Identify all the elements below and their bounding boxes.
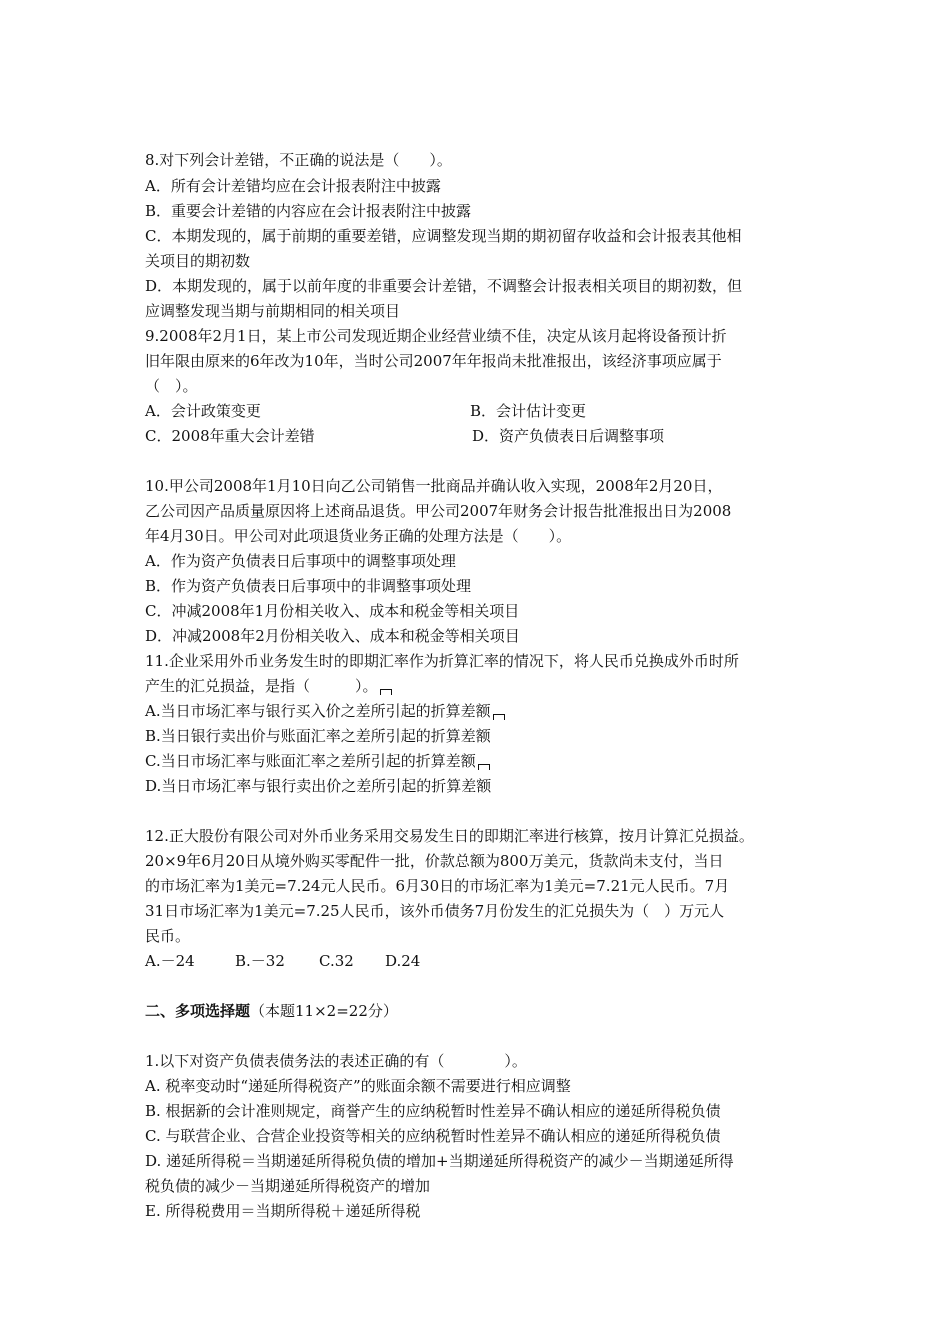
q11-stem-line1: 11.企业采用外币业务发生时的即期汇率作为折算汇率的情况下，将人民币兑换成外币时所	[145, 652, 739, 670]
q8-stem: 8.对下列会计差错，不正确的说法是（ ）。	[145, 151, 452, 169]
q11-option-c-row	[145, 751, 490, 771]
q12-option-b: B.－32	[235, 952, 285, 970]
section-title: 二、多项选择题	[145, 1002, 251, 1020]
q9-option-a: A．会计政策变更	[145, 402, 261, 420]
section-heading	[145, 1001, 398, 1021]
m1-option-d-line1: D. 递延所得税＝当期递延所得税负债的增加+当期递延所得税资产的减少－当期递延所得	[145, 1152, 734, 1170]
m1-option-e: E. 所得税费用＝当期所得税＋递延所得税	[145, 1202, 421, 1220]
q10-stem-line2: 乙公司因产品质量原因将上述商品退货。甲公司2007年财务会计报告批准报出日为2008	[145, 502, 732, 520]
q12-stem-line5: 民币。	[145, 927, 191, 945]
q12-stem-line1: 12.正大股份有限公司对外币业务采用交易发生日的即期汇率进行核算，按月计算汇兑损益。	[145, 827, 754, 845]
paragraph-mark-icon	[380, 689, 392, 695]
q11-option-c: C.当日市场汇率与账面汇率之差所引起的折算差额	[145, 752, 476, 770]
q11-option-a: A.当日市场汇率与银行买入价之差所引起的折算差额	[145, 702, 491, 720]
q9-stem-line2: 旧年限由原来的6年改为10年，当时公司2007年年报尚未批准报出，该经济事项应属于	[145, 352, 722, 370]
q9-stem-line3: （ ）。	[145, 377, 198, 395]
q11-stem-line2-row	[145, 676, 392, 696]
q9-option-b: B．会计估计变更	[470, 402, 587, 420]
q9-option-d: D．资产负债表日后调整事项	[472, 427, 665, 445]
paragraph-mark-icon	[493, 714, 505, 720]
m1-stem: 1.以下对资产负债表债务法的表述正确的有（ ）。	[145, 1052, 527, 1070]
q8-option-d-line2: 应调整发现当期与前期相同的相关项目	[145, 302, 401, 320]
q10-option-a: A．作为资产负债表日后事项中的调整事项处理	[145, 552, 456, 570]
q12-stem-line2: 20×9年6月20日从境外购买零配件一批，价款总额为800万美元，货款尚未支付，当日	[145, 852, 724, 870]
q10-option-c: C．冲减2008年1月份相关收入、成本和税金等相关项目	[145, 602, 520, 620]
q8-option-b: B．重要会计差错的内容应在会计报表附注中披露	[145, 202, 472, 220]
q12-options	[145, 951, 420, 971]
m1-option-b: B. 根据新的会计准则规定，商誉产生的应纳税暂时性差异不确认相应的递延所得税负债	[145, 1102, 721, 1120]
m1-option-a: A. 税率变动时“递延所得税资产”的账面余额不需要进行相应调整	[145, 1077, 571, 1095]
q10-option-d: D．冲减2008年2月份相关收入、成本和税金等相关项目	[145, 627, 520, 645]
q10-stem-line1: 10.甲公司2008年1月10日向乙公司销售一批商品并确认收入实现，2008年2月20日，	[145, 477, 723, 495]
q12-stem-line4: 31日市场汇率为1美元=7.25人民币，该外币债务7月份发生的汇兑损失为（ ）万元人	[145, 902, 725, 920]
q12-option-d: D.24	[385, 952, 421, 970]
q9-options-row1	[145, 401, 261, 421]
q9-option-c: C．2008年重大会计差错	[145, 427, 315, 445]
q12-option-a: A.－24	[145, 952, 195, 970]
section-score-note: （本题11×2=22分）	[250, 1002, 398, 1020]
m1-option-c: C. 与联营企业、合营企业投资等相关的应纳税暂时性差异不确认相应的递延所得税负债	[145, 1127, 721, 1145]
q12-option-c: C.32	[319, 952, 354, 970]
q11-stem-line2: 产生的汇兑损益，是指（ ）。	[145, 677, 378, 695]
q8-option-d-line1: D．本期发现的，属于以前年度的非重要会计差错，不调整会计报表相关项目的期初数，但	[145, 277, 743, 295]
q12-stem-line3: 的市场汇率为1美元=7.24元人民币。6月30日的市场汇率为1美元=7.21元人民币。7月	[145, 877, 730, 895]
q10-option-b: B．作为资产负债表日后事项中的非调整事项处理	[145, 577, 472, 595]
q8-option-a: A．所有会计差错均应在会计报表附注中披露	[145, 177, 441, 195]
q11-option-a-row	[145, 701, 505, 721]
q11-option-b: B.当日银行卖出价与账面汇率之差所引起的折算差额	[145, 727, 491, 745]
q9-stem-line1: 9.2008年2月1日，某上市公司发现近期企业经营业绩不佳，决定从该月起将设备预计折	[145, 327, 727, 345]
q10-stem-line3: 年4月30日。甲公司对此项退货业务正确的处理方法是（ ）。	[145, 527, 572, 545]
q9-options-row2	[145, 426, 315, 446]
q8-option-c-line2: 关项目的期初数	[145, 252, 251, 270]
m1-option-d-line2: 税负债的减少－当期递延所得税资产的增加	[145, 1177, 431, 1195]
q8-option-c-line1: C．本期发现的，属于前期的重要差错，应调整发现当期的期初留存收益和会计报表其他相	[145, 227, 742, 245]
paragraph-mark-icon	[478, 764, 490, 770]
q11-option-d: D.当日市场汇率与银行卖出价之差所引起的折算差额	[145, 777, 492, 795]
